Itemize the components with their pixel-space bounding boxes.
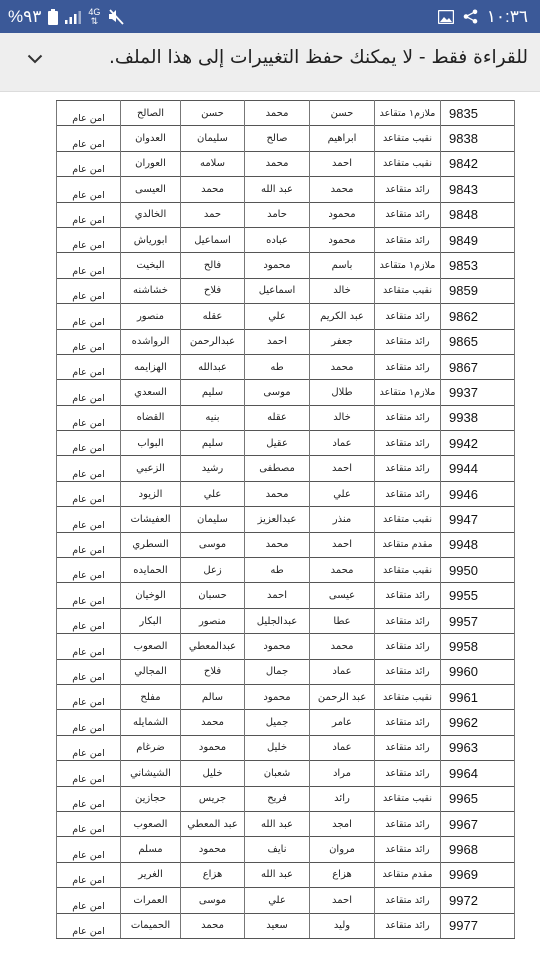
grandfather-name-cell: رشيد [181,456,245,481]
family-name-cell: خشاشنه [121,278,181,303]
grandfather-name-cell: عقله [181,304,245,329]
table-row [57,227,515,252]
grandfather-name-cell: حسن [181,101,245,126]
status-left-group [8,0,125,33]
number-cell: 9835 [441,101,515,126]
first-name-cell: احمد [310,151,375,176]
gallery-icon [438,10,454,24]
note-cell: امن عام [57,558,121,583]
grandfather-name-cell: محمود [181,735,245,760]
family-name-cell: الوخيان [121,583,181,608]
grandfather-name-cell: موسى [181,888,245,913]
table-row [57,735,515,760]
read-only-banner [0,33,540,92]
table-row [57,202,515,227]
family-name-cell: الهزايمه [121,354,181,379]
first-name-cell: وليد [310,913,375,938]
note-cell: امن عام [57,126,121,151]
first-name-cell: رائد [310,786,375,811]
father-name-cell: علي [245,304,310,329]
note-cell: امن عام [57,202,121,227]
first-name-cell: طلال [310,380,375,405]
grandfather-name-cell: حسبان [181,583,245,608]
rank-cell: ملازم١ متقاعد [375,380,441,405]
family-name-cell: الصعوب [121,811,181,836]
number-cell: 9968 [441,837,515,862]
father-name-cell: محمود [245,684,310,709]
rank-cell: نقيب متقاعد [375,278,441,303]
first-name-cell: محمد [310,354,375,379]
number-cell: 9848 [441,202,515,227]
note-cell: امن عام [57,761,121,786]
grandfather-name-cell: موسى [181,532,245,557]
rank-cell: رائد متقاعد [375,227,441,252]
note-cell: امن عام [57,456,121,481]
father-name-cell: مصطفى [245,456,310,481]
rank-cell: رائد متقاعد [375,405,441,430]
table-row [57,278,515,303]
father-name-cell: طه [245,558,310,583]
number-cell: 9838 [441,126,515,151]
table-row [57,431,515,456]
number-cell: 9977 [441,913,515,938]
family-name-cell: مسلم [121,837,181,862]
grandfather-name-cell: فلاح [181,278,245,303]
first-name-cell: احمد [310,456,375,481]
father-name-cell: عقله [245,405,310,430]
father-name-cell: عقيل [245,431,310,456]
number-cell: 9853 [441,253,515,278]
first-name-cell: محمد [310,558,375,583]
clock: ١٠:٣٦ [486,6,528,26]
number-cell: 9950 [441,558,515,583]
number-cell: 9944 [441,456,515,481]
family-name-cell: العفيشات [121,507,181,532]
first-name-cell: مروان [310,837,375,862]
number-cell: 9957 [441,608,515,633]
table-row [57,583,515,608]
read-only-message: للقراءة فقط - لا يمكنك حفظ التغييرات إلى هذا الملف. [108,47,528,68]
number-cell: 9947 [441,507,515,532]
father-name-cell: سعيد [245,913,310,938]
family-name-cell: الغرير [121,862,181,887]
number-cell: 9867 [441,354,515,379]
number-cell: 9849 [441,227,515,252]
mute-icon [107,9,125,25]
grandfather-name-cell: محمد [181,710,245,735]
number-cell: 9862 [441,304,515,329]
rank-cell: رائد متقاعد [375,329,441,354]
number-cell: 9958 [441,634,515,659]
father-name-cell: جمال [245,659,310,684]
family-name-cell: الحميمات [121,913,181,938]
number-cell: 9967 [441,811,515,836]
grandfather-name-cell: جريس [181,786,245,811]
rank-cell: رائد متقاعد [375,888,441,913]
table-body [57,101,515,939]
first-name-cell: محمود [310,227,375,252]
table-row [57,532,515,557]
table-row [57,634,515,659]
rank-cell: رائد متقاعد [375,634,441,659]
note-cell: امن عام [57,253,121,278]
first-name-cell: حسن [310,101,375,126]
table-row [57,405,515,430]
first-name-cell: عماد [310,431,375,456]
note-cell: امن عام [57,532,121,557]
family-name-cell: الزعبي [121,456,181,481]
father-name-cell: محمد [245,532,310,557]
rank-cell: رائد متقاعد [375,456,441,481]
note-cell: امن عام [57,862,121,887]
note-cell: امن عام [57,786,121,811]
first-name-cell: عماد [310,735,375,760]
rank-cell: رائد متقاعد [375,608,441,633]
father-name-cell: فريح [245,786,310,811]
rank-cell: رائد متقاعد [375,710,441,735]
first-name-cell: محمود [310,202,375,227]
grandfather-name-cell: بنيه [181,405,245,430]
table-row [57,177,515,202]
note-cell: امن عام [57,405,121,430]
family-name-cell: ابورياش [121,227,181,252]
table-row [57,304,515,329]
father-name-cell: عبد الله [245,811,310,836]
grandfather-name-cell: هزاع [181,862,245,887]
grandfather-name-cell: فالح [181,253,245,278]
rank-cell: نقيب متقاعد [375,684,441,709]
note-cell: امن عام [57,507,121,532]
note-cell: امن عام [57,354,121,379]
note-cell: امن عام [57,304,121,329]
rank-cell: نقيب متقاعد [375,507,441,532]
table-row [57,558,515,583]
grandfather-name-cell: حمد [181,202,245,227]
grandfather-name-cell: عبدالله [181,354,245,379]
father-name-cell: نايف [245,837,310,862]
note-cell: امن عام [57,735,121,760]
rank-cell: رائد متقاعد [375,837,441,862]
note-cell: امن عام [57,583,121,608]
table-row [57,761,515,786]
first-name-cell: امجد [310,811,375,836]
rank-cell: ملازم١ متقاعد [375,253,441,278]
family-name-cell: الرواشده [121,329,181,354]
number-cell: 9955 [441,583,515,608]
rank-cell: نقيب متقاعد [375,558,441,583]
father-name-cell: خليل [245,735,310,760]
note-cell: امن عام [57,177,121,202]
number-cell: 9946 [441,481,515,506]
grandfather-name-cell: عبدالرحمن [181,329,245,354]
father-name-cell: عبد الله [245,862,310,887]
number-cell: 9962 [441,710,515,735]
note-cell: امن عام [57,837,121,862]
rank-cell: رائد متقاعد [375,735,441,760]
rank-cell: رائد متقاعد [375,431,441,456]
first-name-cell: هزاع [310,862,375,887]
father-name-cell: صالح [245,126,310,151]
number-cell: 9942 [441,431,515,456]
number-cell: 9938 [441,405,515,430]
note-cell: امن عام [57,710,121,735]
grandfather-name-cell: فلاح [181,659,245,684]
rank-cell: رائد متقاعد [375,761,441,786]
chevron-down-icon[interactable] [27,54,43,64]
rank-cell: رائد متقاعد [375,583,441,608]
father-name-cell: عبد الله [245,177,310,202]
rank-cell: رائد متقاعد [375,913,441,938]
rank-cell: رائد متقاعد [375,177,441,202]
note-cell: امن عام [57,634,121,659]
grandfather-name-cell: سليم [181,380,245,405]
first-name-cell: باسم [310,253,375,278]
father-name-cell: علي [245,888,310,913]
table-row [57,354,515,379]
note-cell: امن عام [57,659,121,684]
table-row [57,888,515,913]
grandfather-name-cell: زعل [181,558,245,583]
network-label: 4G [88,6,101,17]
grandfather-name-cell: محمد [181,913,245,938]
table-row [57,837,515,862]
father-name-cell: عبدالعزيز [245,507,310,532]
table-row [57,101,515,126]
table-row [57,456,515,481]
note-cell: امن عام [57,684,121,709]
rank-cell: رائد متقاعد [375,202,441,227]
rank-cell: مقدم متقاعد [375,532,441,557]
grandfather-name-cell: سليم [181,431,245,456]
number-cell: 9843 [441,177,515,202]
family-name-cell: ضرغام [121,735,181,760]
grandfather-name-cell: عبدالمعطي [181,634,245,659]
battery-percentage: %٩٣ [8,6,42,26]
father-name-cell: احمد [245,583,310,608]
family-name-cell: العمرات [121,888,181,913]
first-name-cell: علي [310,481,375,506]
records-table [56,100,515,939]
note-cell: امن عام [57,329,121,354]
family-name-cell: مفلح [121,684,181,709]
number-cell: 9960 [441,659,515,684]
number-cell: 9969 [441,862,515,887]
first-name-cell: جعفر [310,329,375,354]
table-row [57,151,515,176]
father-name-cell: حامد [245,202,310,227]
father-name-cell: محمود [245,634,310,659]
data-arrows-icon: ⇅ [90,15,99,26]
grandfather-name-cell: سلامه [181,151,245,176]
family-name-cell: المجالي [121,659,181,684]
father-name-cell: عباده [245,227,310,252]
family-name-cell: الخالدي [121,202,181,227]
family-name-cell: الحمايده [121,558,181,583]
note-cell: امن عام [57,481,121,506]
table-row [57,126,515,151]
note-cell: امن عام [57,431,121,456]
table-row [57,507,515,532]
first-name-cell: عبد الرحمن [310,684,375,709]
father-name-cell: موسى [245,380,310,405]
father-name-cell: جميل [245,710,310,735]
family-name-cell: الصعوب [121,634,181,659]
first-name-cell: محمد [310,634,375,659]
rank-cell: رائد متقاعد [375,481,441,506]
father-name-cell: عبدالجليل [245,608,310,633]
family-name-cell: العدوان [121,126,181,151]
note-cell: امن عام [57,380,121,405]
note-cell: امن عام [57,888,121,913]
share-icon [463,9,478,24]
table-row [57,710,515,735]
first-name-cell: عماد [310,659,375,684]
note-cell: امن عام [57,101,121,126]
first-name-cell: منذر [310,507,375,532]
first-name-cell: خالد [310,405,375,430]
family-name-cell: العوران [121,151,181,176]
family-name-cell: العيسى [121,177,181,202]
father-name-cell: محمد [245,151,310,176]
network-4g-icon [88,8,100,26]
note-cell: امن عام [57,151,121,176]
family-name-cell: الشمايله [121,710,181,735]
note-cell: امن عام [57,227,121,252]
table-row [57,608,515,633]
note-cell: امن عام [57,913,121,938]
father-name-cell: محمد [245,481,310,506]
table-row [57,659,515,684]
grandfather-name-cell: منصور [181,608,245,633]
note-cell: امن عام [57,278,121,303]
family-name-cell: البكار [121,608,181,633]
status-bar [0,0,540,33]
rank-cell: نقيب متقاعد [375,151,441,176]
number-cell: 9842 [441,151,515,176]
note-cell: امن عام [57,608,121,633]
table-row [57,481,515,506]
family-name-cell: القضاه [121,405,181,430]
family-name-cell: منصور [121,304,181,329]
first-name-cell: عطا [310,608,375,633]
rank-cell: نقيب متقاعد [375,786,441,811]
number-cell: 9937 [441,380,515,405]
first-name-cell: عيسى [310,583,375,608]
grandfather-name-cell: سليمان [181,507,245,532]
table-row [57,380,515,405]
table-row [57,329,515,354]
number-cell: 9963 [441,735,515,760]
table-row [57,862,515,887]
father-name-cell: شعبان [245,761,310,786]
family-name-cell: السطري [121,532,181,557]
father-name-cell: طه [245,354,310,379]
grandfather-name-cell: خليل [181,761,245,786]
grandfather-name-cell: سليمان [181,126,245,151]
number-cell: 9965 [441,786,515,811]
father-name-cell: احمد [245,329,310,354]
rank-cell: رائد متقاعد [375,811,441,836]
rank-cell: رائد متقاعد [375,659,441,684]
grandfather-name-cell: محمد [181,177,245,202]
rank-cell: رائد متقاعد [375,354,441,379]
first-name-cell: ابراهيم [310,126,375,151]
family-name-cell: البواب [121,431,181,456]
grandfather-name-cell: محمود [181,837,245,862]
table-row [57,786,515,811]
family-name-cell: حجازين [121,786,181,811]
grandfather-name-cell: سالم [181,684,245,709]
father-name-cell: اسماعيل [245,278,310,303]
status-right-group [438,0,528,33]
note-cell: امن عام [57,811,121,836]
first-name-cell: احمد [310,532,375,557]
first-name-cell: محمد [310,177,375,202]
table-row [57,913,515,938]
first-name-cell: احمد [310,888,375,913]
rank-cell: نقيب متقاعد [375,126,441,151]
battery-icon [48,9,58,25]
table-row [57,253,515,278]
first-name-cell: خالد [310,278,375,303]
rank-cell: ملازم١ متقاعد [375,101,441,126]
number-cell: 9865 [441,329,515,354]
grandfather-name-cell: اسماعيل [181,227,245,252]
signal-icon [65,10,81,24]
first-name-cell: عبد الكريم [310,304,375,329]
number-cell: 9948 [441,532,515,557]
first-name-cell: عامر [310,710,375,735]
number-cell: 9961 [441,684,515,709]
number-cell: 9859 [441,278,515,303]
family-name-cell: الصالح [121,101,181,126]
grandfather-name-cell: علي [181,481,245,506]
grandfather-name-cell: عبد المعطي [181,811,245,836]
family-name-cell: البخيت [121,253,181,278]
number-cell: 9972 [441,888,515,913]
rank-cell: مقدم متقاعد [375,862,441,887]
family-name-cell: الزيود [121,481,181,506]
father-name-cell: محمود [245,253,310,278]
table-row [57,811,515,836]
rank-cell: رائد متقاعد [375,304,441,329]
family-name-cell: الشيشاني [121,761,181,786]
number-cell: 9964 [441,761,515,786]
first-name-cell: مراد [310,761,375,786]
family-name-cell: السعدي [121,380,181,405]
father-name-cell: محمد [245,101,310,126]
table-row [57,684,515,709]
